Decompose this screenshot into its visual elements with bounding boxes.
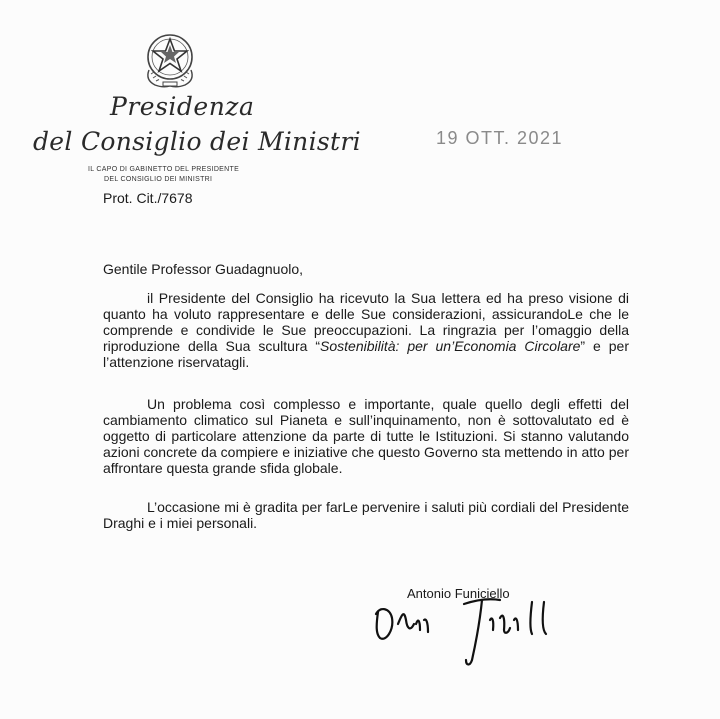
sculpture-title: Sostenibilità: per un’Economia Circolare: [320, 338, 581, 354]
italian-republic-emblem-icon: [141, 30, 199, 90]
date-stamp: 19 OTT. 2021: [436, 128, 564, 148]
letterhead-caption-line1: IL CAPO DI GABINETTO DEL PRESIDENTE: [88, 166, 240, 173]
signer-name: Antonio Funiciello: [407, 586, 510, 601]
body-paragraph-1: [103, 290, 629, 370]
protocol-number: Prot. Cit./7678: [103, 190, 193, 206]
letterhead-title-line2: del Consiglio dei Ministri: [33, 127, 361, 156]
greeting: Gentile Professor Guadagnuolo,: [103, 261, 304, 277]
body-paragraph-2: Un problema così complesso e importante, quale quello degli effetti del cambiamento climatico sul Pianeta e sull’inquinamento, non è sottovalutato ed è oggetto di particolare attenzione da parte di tutte le Istituzioni. Si stanno valutando azioni concrete da compiere e iniziative che questo Governo sta mettendo in atto per affrontare questa grande sfida globale.: [103, 396, 629, 476]
handwritten-signature-icon: [372, 590, 587, 670]
body-paragraph-3: L’occasione mi è gradita per farLe pervenire i saluti più cordiali del Presidente Draghi e i miei personali.: [103, 499, 629, 531]
p1-text-after: ” e per l’attenzione riservatagli.: [103, 338, 629, 370]
letterhead-title-line1: Presidenza: [110, 92, 255, 121]
p1-text-before: il Presidente del Consiglio ha ricevuto la Sua lettera ed ha preso visione di quanto ha voluto rappresentare e delle Sue considerazioni, assicurandoLe che le comprende e condivide le Sue preoccupazioni. La ringrazia per l’omaggio della riproduzione della Sua scultura “: [103, 290, 629, 354]
letterhead-caption-line2: DEL CONSIGLIO DEI MINISTRI: [104, 176, 213, 183]
